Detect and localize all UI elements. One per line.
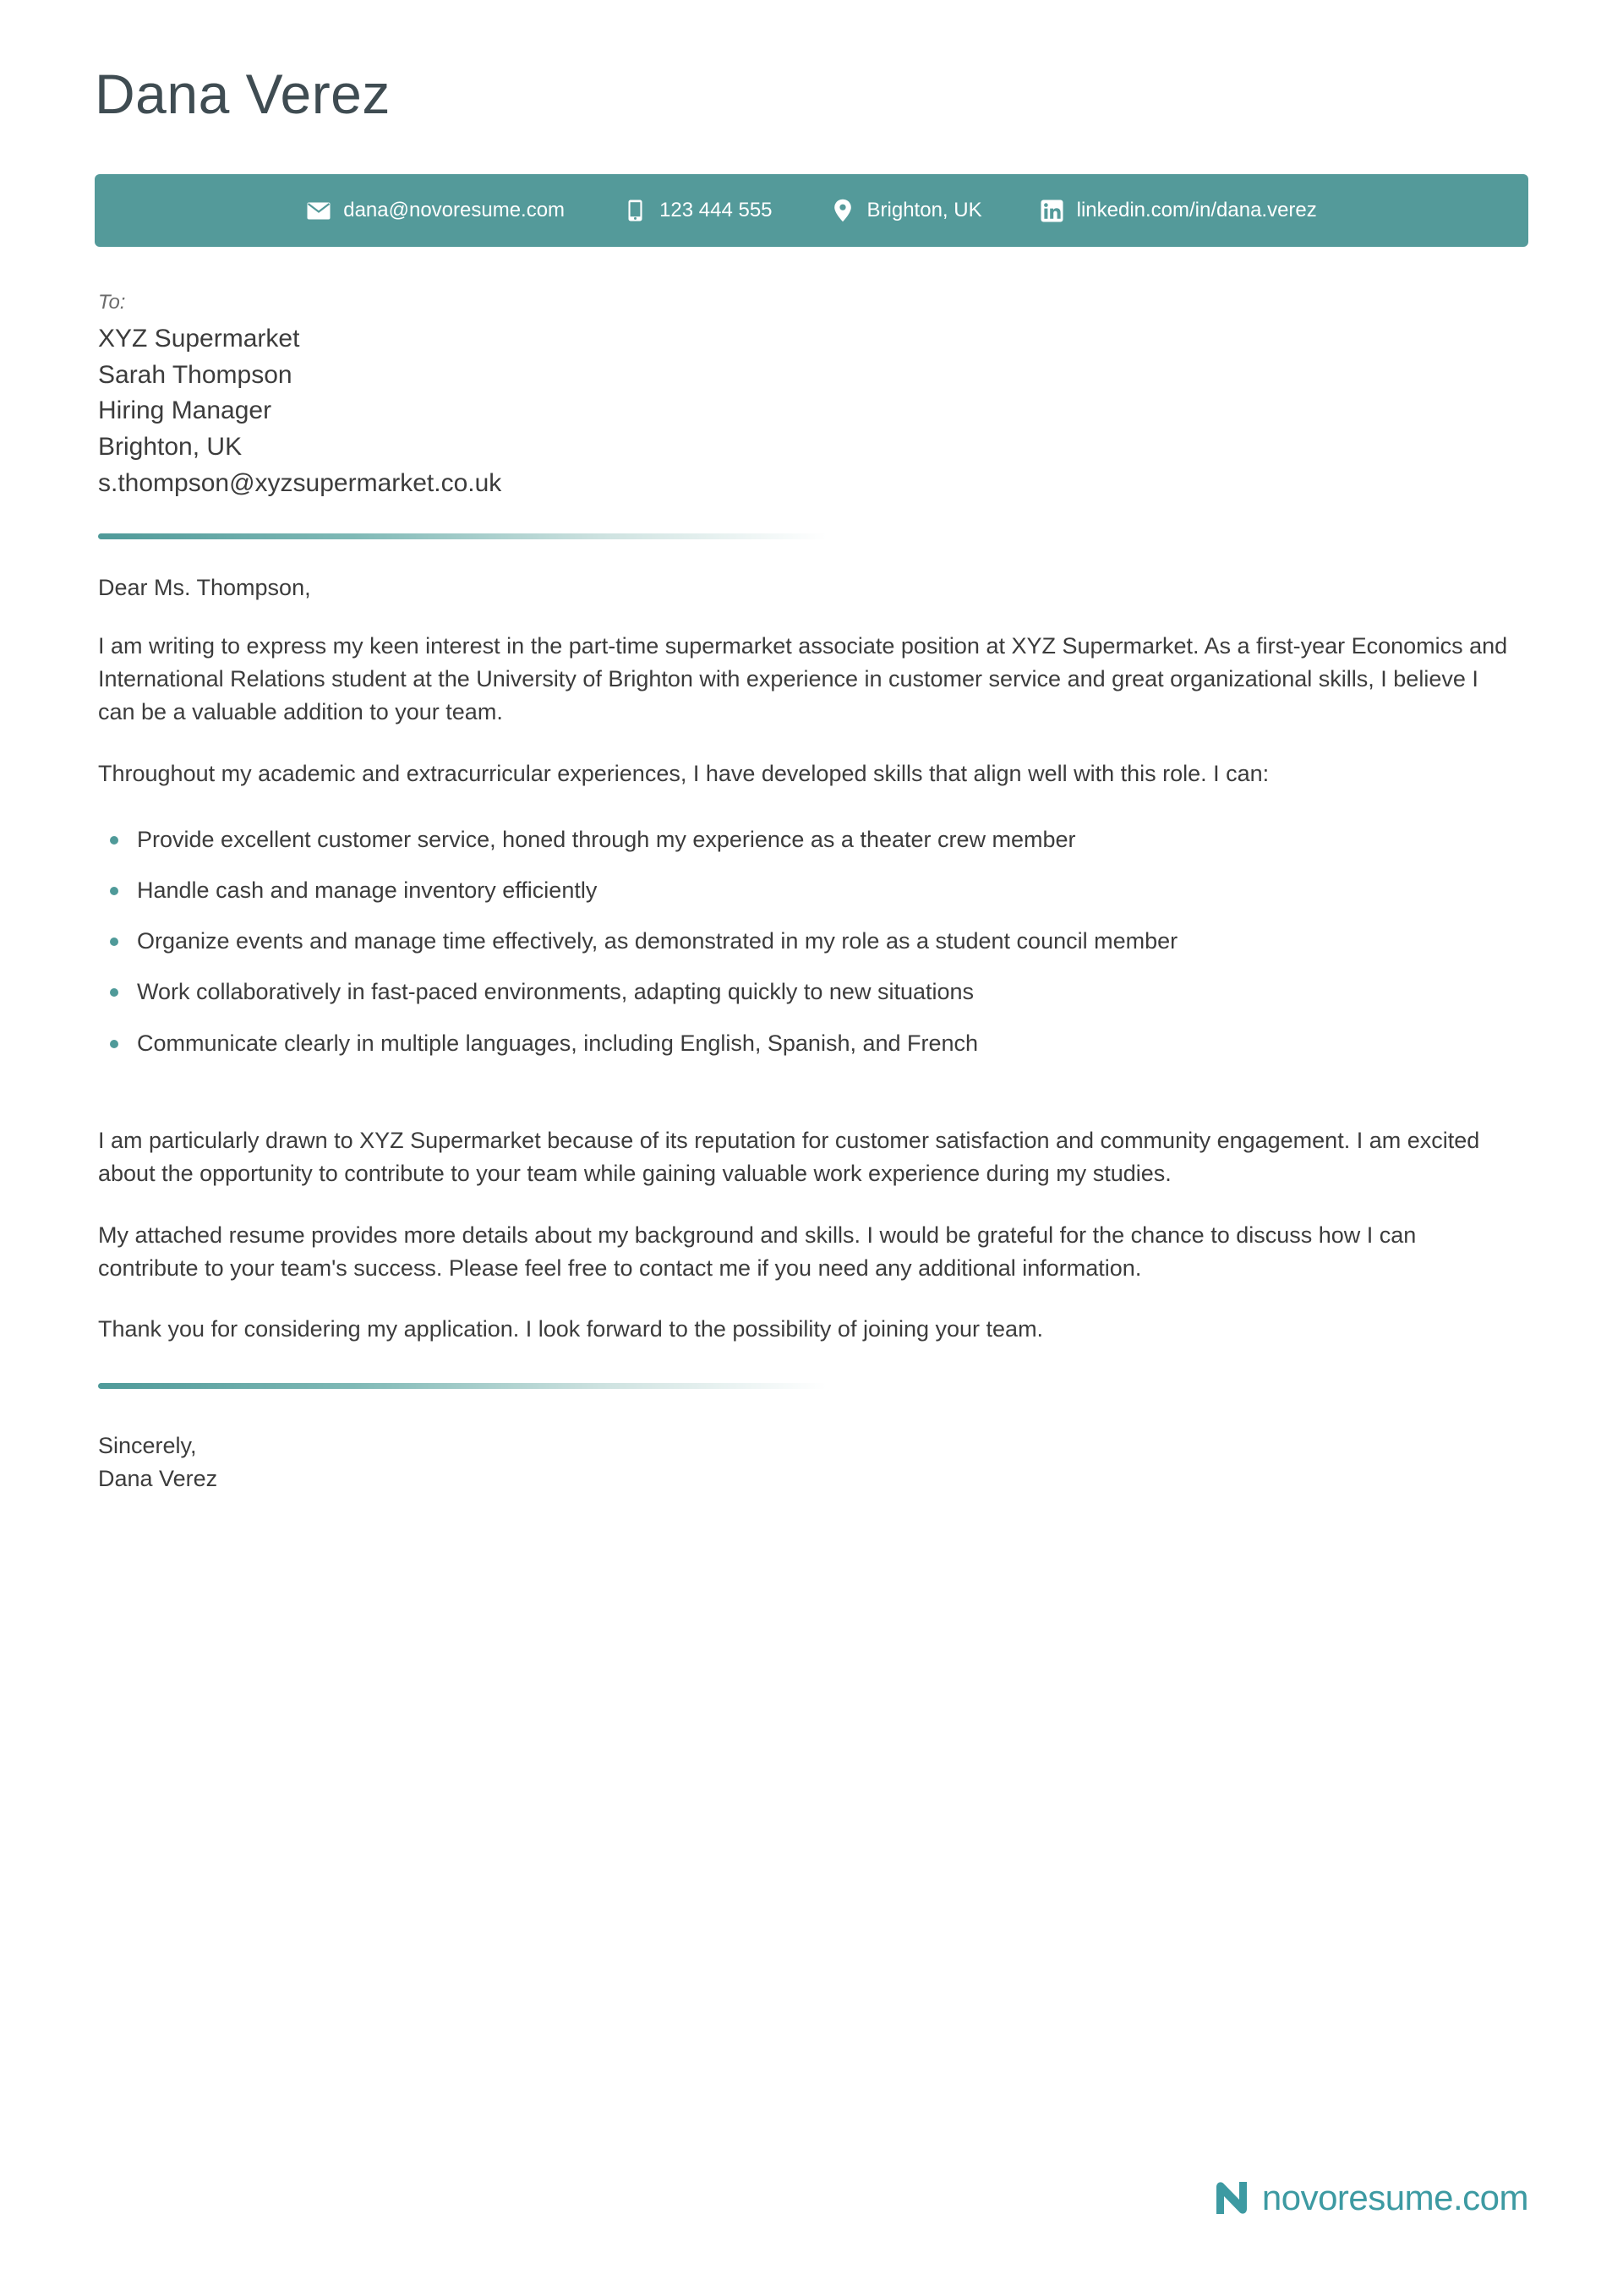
paragraph-intro: I am writing to express my keen interest in the part-time supermarket associate position at XYZ Supermarket. As a first-year Economics and International Relations student at the University of Brighton with experience in customer service and great organizational skills, I believe I can be a valuable addition to your team.	[98, 633, 1508, 724]
contact-item-email[interactable]	[277, 198, 593, 223]
recipient-line-title: Hiring Manager	[98, 396, 272, 425]
paragraph-skills-lead: Throughout my academic and extracurricular experiences, I have developed skills that align well with this role. I can:	[98, 760, 1270, 786]
divider-bottom	[98, 1383, 827, 1389]
recipient-line-company: XYZ Supermarket	[98, 325, 300, 353]
spacer	[98, 1079, 1511, 1096]
page-title: Dana Verez	[95, 63, 391, 125]
contact-linkedin-label: linkedin.com/in/dana.verez	[1076, 199, 1317, 222]
contact-item-location[interactable]	[801, 198, 1011, 223]
paragraph-resume: My attached resume provides more details about my background and skills. I would be grateful for the chance to discuss how I can contribute to your team's success. Please feel free to contact me if you need any additional information.	[98, 1222, 1417, 1281]
skills-list	[98, 824, 1511, 1059]
phone-icon	[622, 198, 648, 223]
contact-email-label: dana@novoresume.com	[343, 199, 566, 222]
letter-body	[95, 575, 1528, 1346]
linkedin-icon	[1040, 198, 1065, 223]
divider-top	[98, 533, 827, 539]
envelope-icon	[306, 198, 331, 223]
list-item: Handle cash and manage inventory efficiently	[110, 875, 1511, 906]
novoresume-logo-icon	[1213, 2178, 1250, 2217]
contact-location-label: Brighton, UK	[866, 199, 982, 222]
contact-phone-label: 123 444 555	[659, 199, 773, 222]
list-item: Work collaboratively in fast-paced environments, adapting quickly to new situations	[110, 976, 1511, 1008]
list-item: Provide excellent customer service, honed through my experience as a theater crew member	[110, 824, 1511, 856]
location-pin-icon	[830, 198, 855, 223]
contact-item-linkedin[interactable]	[1011, 198, 1346, 223]
paragraph-motivation: I am particularly drawn to XYZ Supermarket because of its reputation for customer satisfaction and community engagement. I am excited about the opportunity to contribute to your team while gaining valuable work experience during my studies.	[98, 1127, 1480, 1186]
signature-block	[95, 1430, 1528, 1495]
recipient-line-email: s.thompson@xyzsupermarket.co.uk	[98, 468, 502, 497]
recipient-line-name: Sarah Thompson	[98, 360, 292, 389]
closing-text: Sincerely,	[98, 1433, 197, 1459]
footer-logo[interactable]	[1213, 2178, 1528, 2218]
recipient-label: To:	[98, 291, 126, 314]
paragraph-thanks: Thank you for considering my application. I look forward to the possibility of joining your team.	[98, 1316, 1044, 1342]
contact-item-phone[interactable]	[593, 198, 801, 223]
salutation: Dear Ms. Thompson,	[98, 575, 311, 601]
list-item: Communicate clearly in multiple languages, including English, Spanish, and French	[110, 1028, 1511, 1059]
recipient-block	[95, 321, 1528, 501]
signature-name: Dana Verez	[98, 1466, 218, 1492]
list-item: Organize events and manage time effectively, as demonstrated in my role as a student council member	[110, 926, 1511, 957]
recipient-line-location: Brighton, UK	[98, 432, 243, 461]
contact-bar	[95, 174, 1528, 247]
novoresume-logo-text: novoresume.com	[1261, 2178, 1528, 2217]
